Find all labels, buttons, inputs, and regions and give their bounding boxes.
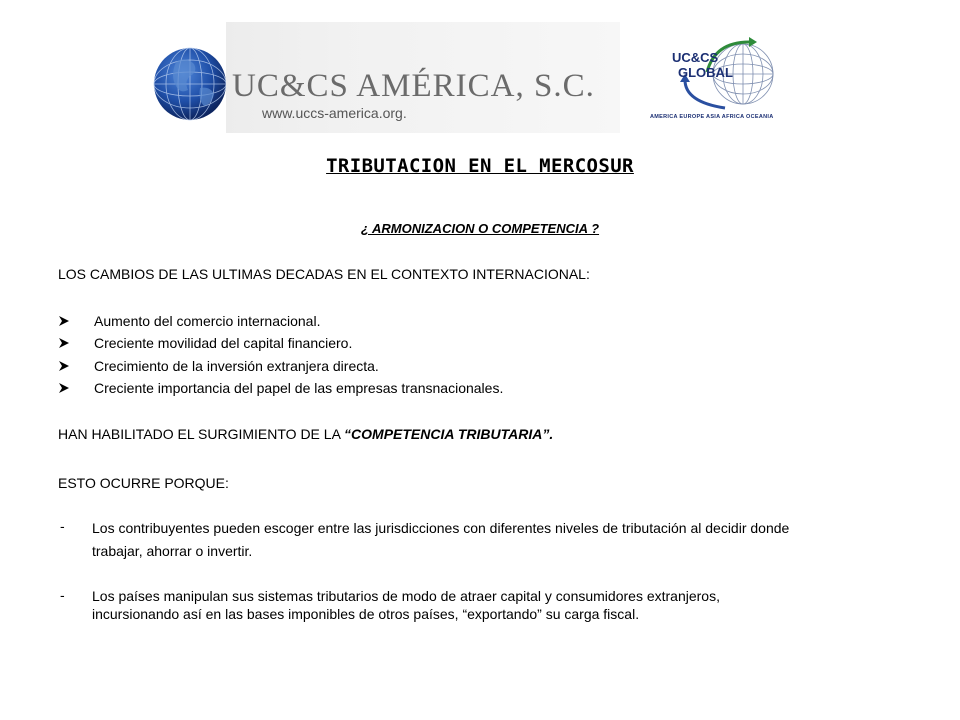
dash-marker: - xyxy=(60,518,65,534)
page-title: TRIBUTACION EN EL MERCOSUR xyxy=(326,155,634,177)
dash-line: incursionando así en las bases imponibles de otros países, “exportando” su carga fiscal. xyxy=(92,606,640,622)
global-logo-title xyxy=(672,50,733,80)
dash-line: trabajar, ahorrar o invertir. xyxy=(92,543,253,559)
bullet-text: Creciente importancia del papel de las empresas transnacionales. xyxy=(94,380,504,396)
dash-line: Los contribuyentes pueden escoger entre las jurisdicciones con diferentes niveles de tributación al decidir donde xyxy=(92,520,790,536)
dash-marker: - xyxy=(60,587,65,603)
because-heading: ESTO OCURRE PORQUE: xyxy=(58,475,229,491)
intro-text: LOS CAMBIOS DE LAS ULTIMAS DECADAS EN EL CONTEXTO INTERNACIONAL: xyxy=(58,266,590,282)
global-logo-line2: GLOBAL xyxy=(678,65,733,80)
arrow-bullet-icon xyxy=(58,337,70,349)
company-url: www.uccs-america.org. xyxy=(262,105,407,121)
bullet-text: Aumento del comercio internacional. xyxy=(94,313,321,329)
bullet-text: Crecimiento de la inversión extranjera directa. xyxy=(94,358,379,374)
page-subtitle: ¿ ARMONIZACION O COMPETENCIA ? xyxy=(360,221,600,236)
list-item xyxy=(60,587,940,631)
competition-prefix: HAN HABILITADO EL SURGIMIENTO DE LA xyxy=(58,426,345,442)
competition-emphasis: “COMPETENCIA TRIBUTARIA”. xyxy=(344,426,554,442)
arrow-bullet-icon xyxy=(58,382,70,394)
dash-text xyxy=(92,518,789,561)
bullet-text: Creciente movilidad del capital financiero. xyxy=(94,335,353,351)
global-logo-line1: UC&CS xyxy=(672,50,719,65)
company-name: UC&CS AMÉRICA, S.C. xyxy=(232,68,595,104)
dash-text xyxy=(92,587,720,623)
global-logo-regions: AMERICA EUROPE ASIA AFRICA OCEANIA xyxy=(650,114,774,120)
competition-statement xyxy=(58,426,553,442)
dash-line: Los países manipulan sus sistemas tributarios de modo de atraer capital y consumidores extranjeros, xyxy=(92,588,720,604)
list-item xyxy=(60,518,940,562)
arrow-bullet-icon xyxy=(58,360,70,372)
arrow-bullet-icon xyxy=(58,315,70,327)
globe-icon xyxy=(148,22,226,133)
